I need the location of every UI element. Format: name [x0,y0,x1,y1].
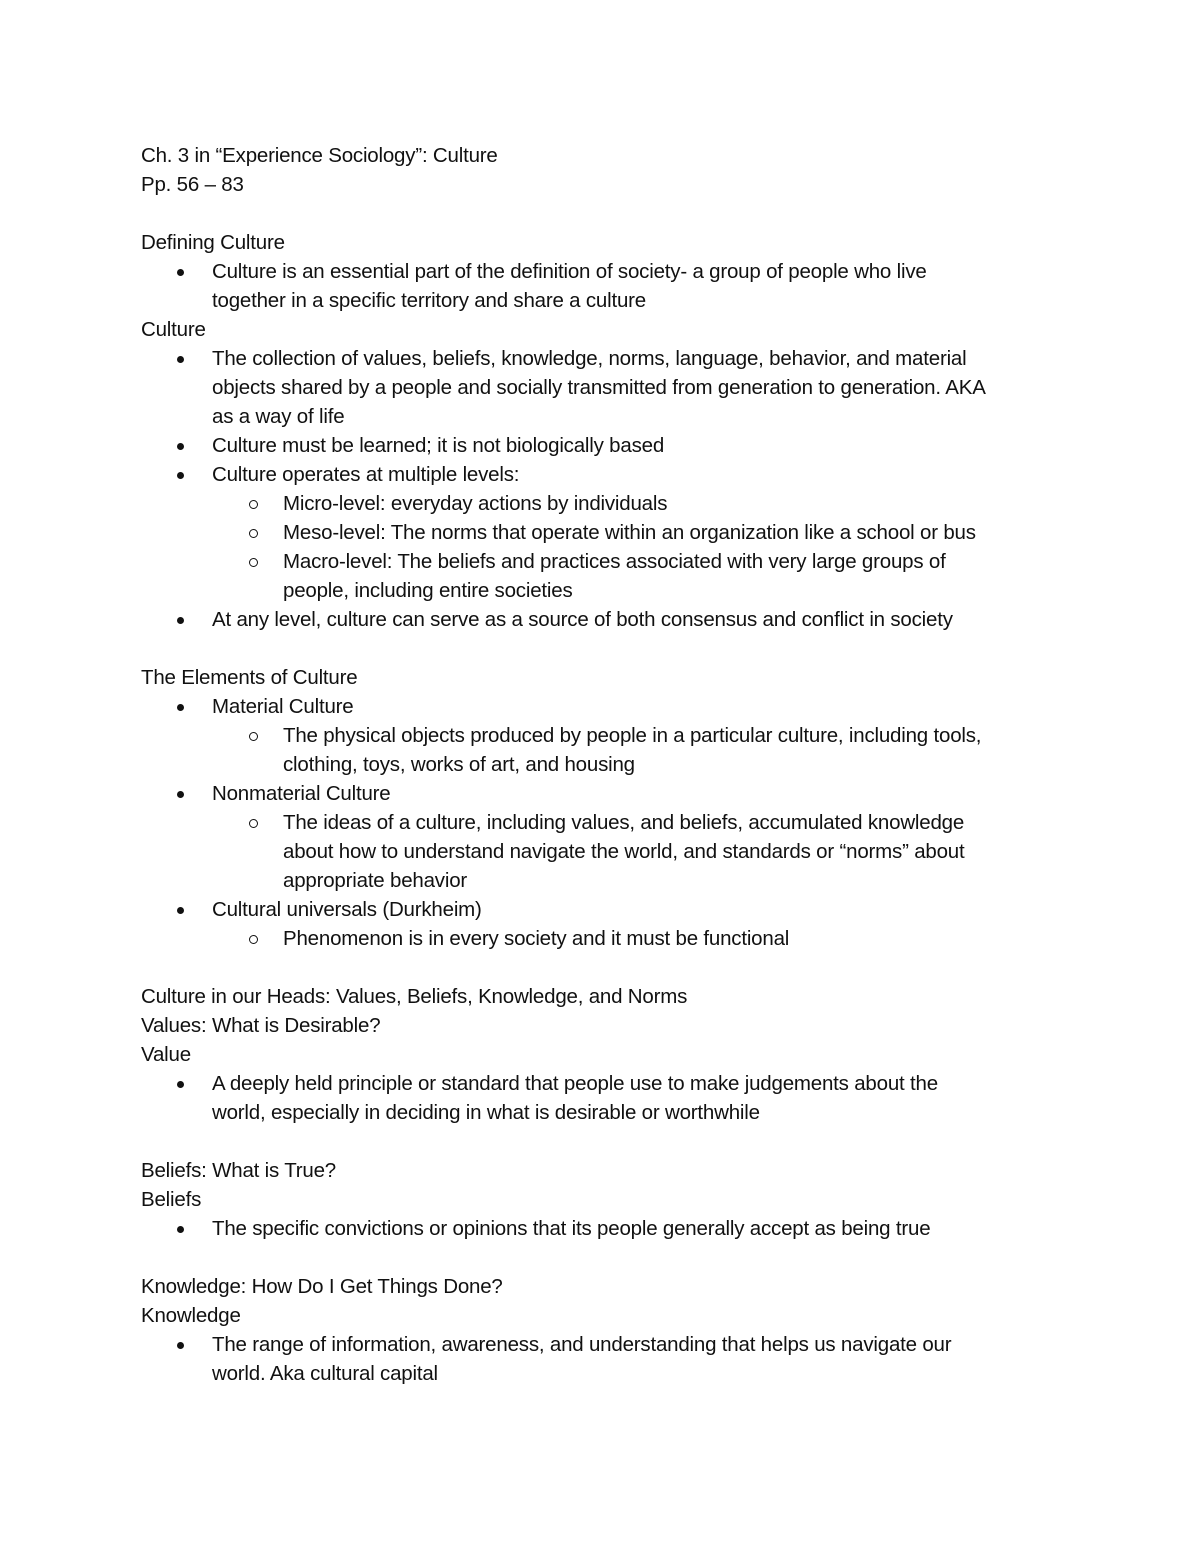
section-heading-elements: The Elements of Culture [141,666,358,689]
list-item-text: The specific convictions or opinions that its people generally accept as being true [212,1217,931,1240]
term-beliefs: Beliefs [141,1188,202,1211]
bullet-icon [177,704,184,711]
bullet-icon [177,443,184,450]
sub-list-item [141,518,1061,547]
list-item [141,1069,1061,1127]
list-item-text: Macro-level: The beliefs and practices associated with very large groups of [283,550,946,573]
subsection-heading-beliefs: Beliefs: What is True? [141,1159,336,1182]
list-item [141,344,1061,431]
list-item-text: world. Aka cultural capital [212,1362,438,1385]
list-item-text: world, especially in deciding in what is desirable or worthwhile [212,1101,760,1124]
list-item [141,257,1061,315]
sub-list-item [141,547,1061,605]
list-item-text: Culture must be learned; it is not biologically based [212,434,665,457]
document-page [141,141,1061,1388]
list-item-text: Meso-level: The norms that operate within an organization like a school or bus [283,521,976,544]
list-item-text: Material Culture [212,695,354,718]
list-item-text: people, including entire societies [283,579,573,602]
page-range: Pp. 56 – 83 [141,173,244,196]
term-knowledge: Knowledge [141,1304,241,1327]
list-item-text: Micro-level: everyday actions by individuals [283,492,668,515]
list-item-text: The collection of values, beliefs, knowledge, norms, language, behavior, and material [212,347,967,370]
list-item [141,895,1061,924]
list-item [141,431,1061,460]
section-heading-defining-culture: Defining Culture [141,231,285,254]
bullet-icon [177,1081,184,1088]
subsection-heading-values: Values: What is Desirable? [141,1014,381,1037]
list-item [141,1330,1061,1388]
list-item-text: together in a specific territory and share a culture [212,289,646,312]
bullet-icon [177,269,184,276]
section-heading-culture-in-heads: Culture in our Heads: Values, Beliefs, Knowledge, and Norms [141,985,688,1008]
bullet-icon [177,472,184,479]
list-item [141,1214,1061,1243]
term-value: Value [141,1043,191,1066]
list-item [141,692,1061,721]
list-item [141,779,1061,808]
document-title: Ch. 3 in “Experience Sociology”: Culture [141,144,498,167]
list-item-text: Phenomenon is in every society and it must be functional [283,927,790,950]
spacer [141,634,1061,663]
list-item-text: appropriate behavior [283,869,468,892]
list-item-text: as a way of life [212,405,345,428]
list-item-text: Culture is an essential part of the definition of society- a group of people who live [212,260,927,283]
sub-list-item [141,924,1061,953]
sub-list-item [141,721,1061,779]
section-heading-culture: Culture [141,318,206,341]
hollow-bullet-icon [249,558,258,567]
list-item-text: The range of information, awareness, and understanding that helps us navigate our [212,1333,952,1356]
spacer [141,1243,1061,1272]
list-item-text: The physical objects produced by people in a particular culture, including tools, [283,724,982,747]
list-item-text: Culture operates at multiple levels: [212,463,520,486]
hollow-bullet-icon [249,500,258,509]
bullet-icon [177,356,184,363]
list-item-text: Nonmaterial Culture [212,782,391,805]
sub-list-item [141,808,1061,895]
subsection-heading-knowledge: Knowledge: How Do I Get Things Done? [141,1275,503,1298]
list-item-text: about how to understand navigate the world, and standards or “norms” about [283,840,965,863]
list-item-text: The ideas of a culture, including values, and beliefs, accumulated knowledge [283,811,965,834]
list-item-text: Cultural universals (Durkheim) [212,898,482,921]
list-item-text: A deeply held principle or standard that people use to make judgements about the [212,1072,938,1095]
sub-list-item [141,489,1061,518]
spacer [141,1127,1061,1156]
hollow-bullet-icon [249,732,258,741]
list-item-text: At any level, culture can serve as a source of both consensus and conflict in society [212,608,953,631]
hollow-bullet-icon [249,819,258,828]
bullet-icon [177,791,184,798]
bullet-icon [177,907,184,914]
spacer [141,199,1061,228]
bullet-icon [177,1342,184,1349]
list-item [141,605,1061,634]
spacer [141,953,1061,982]
list-item-text: objects shared by a people and socially transmitted from generation to generation. AKA [212,376,986,399]
hollow-bullet-icon [249,935,258,944]
bullet-icon [177,617,184,624]
list-item-text: clothing, toys, works of art, and housing [283,753,635,776]
hollow-bullet-icon [249,529,258,538]
list-item [141,460,1061,489]
bullet-icon [177,1226,184,1233]
